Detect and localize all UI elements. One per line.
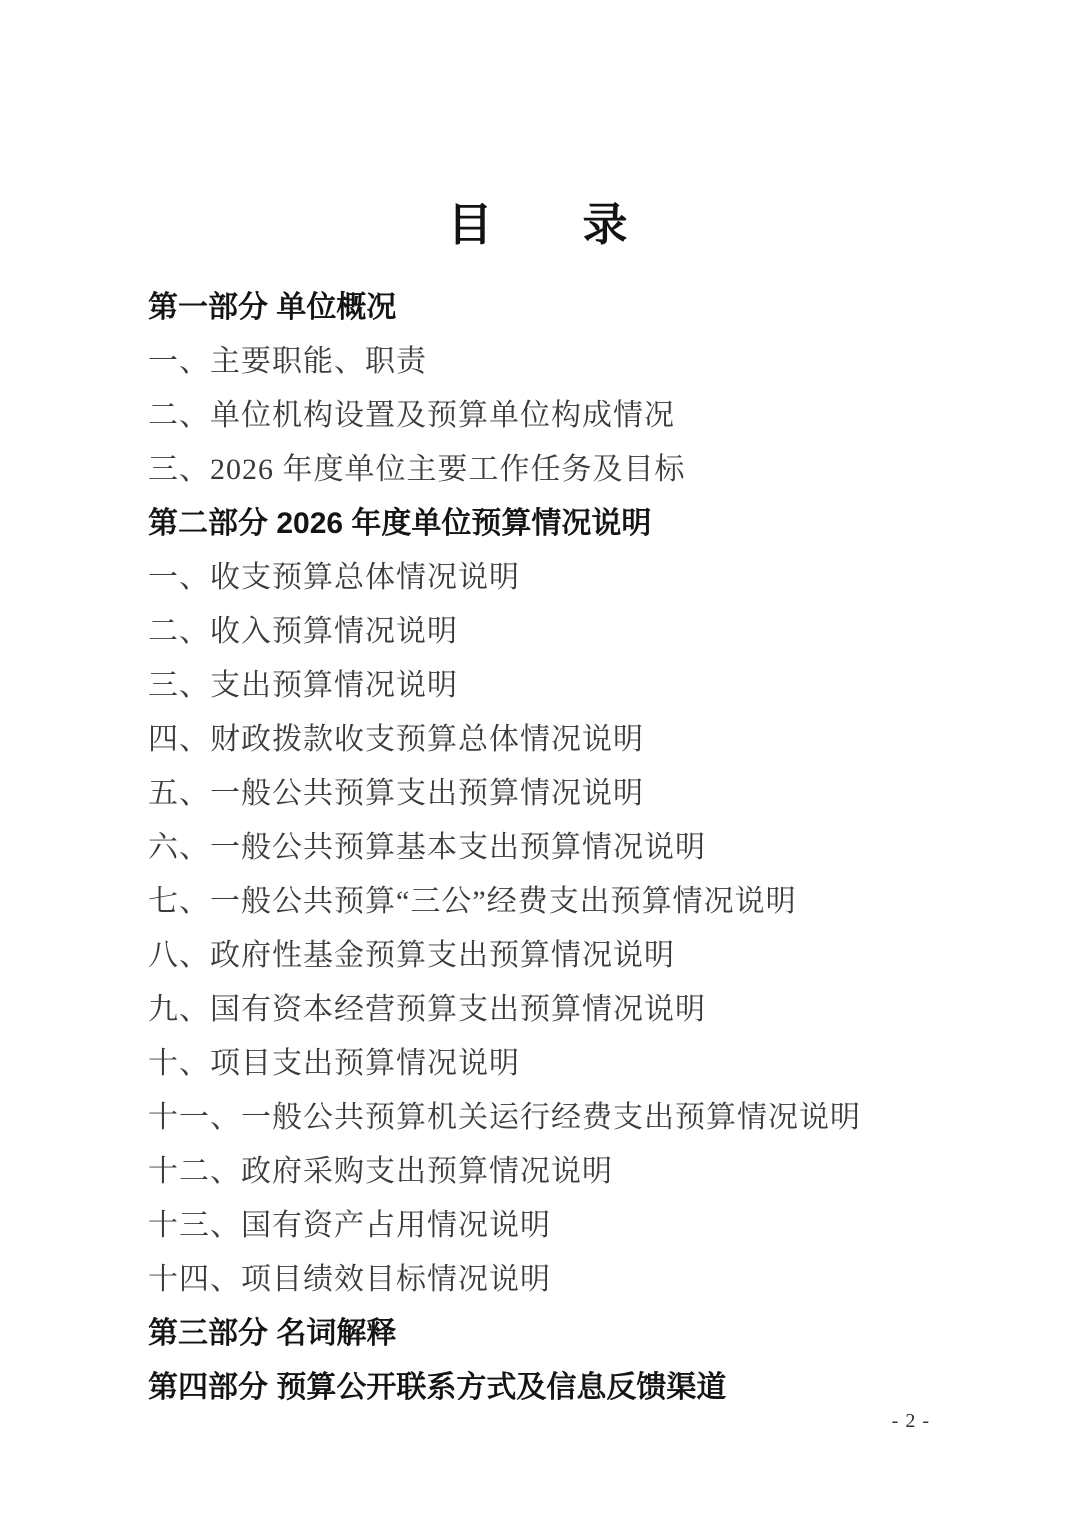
toc-item: 九、国有资本经营预算支出预算情况说明	[148, 993, 706, 1026]
toc-item: 十四、项目绩效目标情况说明	[148, 1263, 551, 1296]
toc-item: 二、收入预算情况说明	[148, 615, 458, 648]
toc-item: 一、主要职能、职责	[148, 345, 427, 378]
toc-item: 十、项目支出预算情况说明	[148, 1047, 520, 1080]
toc-item: 七、一般公共预算“三公”经费支出预算情况说明	[148, 885, 797, 918]
toc-item: 二、单位机构设置及预算单位构成情况	[148, 399, 675, 432]
toc-item: 四、财政拨款收支预算总体情况说明	[148, 723, 644, 756]
toc-item: 八、政府性基金预算支出预算情况说明	[148, 939, 675, 972]
toc-item: 十三、国有资产占用情况说明	[148, 1209, 551, 1242]
page-number: - 2 -	[891, 1410, 930, 1432]
table-of-contents	[148, 281, 1015, 1415]
toc-item: 三、支出预算情况说明	[148, 669, 458, 702]
toc-section-heading-1: 第一部分 单位概况	[148, 291, 397, 324]
toc-section-heading-3: 第三部分 名词解释	[148, 1317, 397, 1350]
page-title: 目 录	[447, 199, 628, 250]
toc-section-heading-4: 第四部分 预算公开联系方式及信息反馈渠道	[148, 1371, 727, 1404]
toc-item: 一、收支预算总体情况说明	[148, 561, 520, 594]
toc-item: 三、2026 年度单位主要工作任务及目标	[148, 453, 686, 486]
toc-item: 十一、一般公共预算机关运行经费支出预算情况说明	[148, 1101, 861, 1134]
toc-item: 十二、政府采购支出预算情况说明	[148, 1155, 613, 1188]
toc-item: 六、一般公共预算基本支出预算情况说明	[148, 831, 706, 864]
toc-section-heading-2: 第二部分 2026 年度单位预算情况说明	[148, 507, 652, 540]
toc-item: 五、一般公共预算支出预算情况说明	[148, 777, 644, 810]
